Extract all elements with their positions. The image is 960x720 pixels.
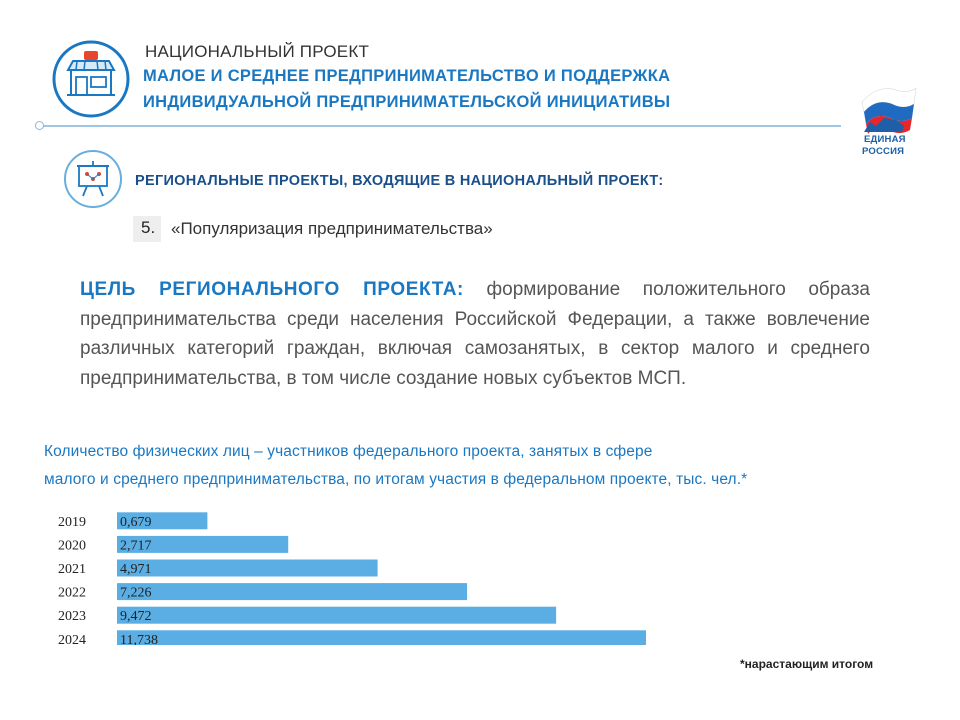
bar-value-label: 11,738 (120, 632, 158, 645)
bar-value-label: 9,472 (120, 609, 152, 625)
shop-icon (51, 39, 131, 119)
chart-caption-line1: Количество физических лиц – участников федерального проекта, занятых в сфере (44, 443, 653, 460)
logo-text-line1: ЕДИНАЯ (864, 134, 906, 145)
bar-value-label: 2,717 (120, 538, 152, 554)
header-divider (41, 125, 841, 127)
bar (117, 607, 556, 624)
national-project-title-line1: МАЛОЕ И СРЕДНЕЕ ПРЕДПРИНИМАТЕЛЬСТВО И ПОДДЕРЖКА (143, 67, 671, 85)
participants-bar-chart (40, 500, 680, 645)
year-tick-label: 2021 (58, 562, 86, 577)
year-tick-label: 2022 (58, 585, 86, 601)
bar-value-label: 0,679 (120, 514, 152, 530)
logo-text-line2: РОССИЯ (862, 146, 905, 157)
chart-caption-line2: малого и среднего предпринимательства, по итогам участия в федеральном проекте, тыс. чел.* (44, 471, 748, 488)
regional-projects-heading: РЕГИОНАЛЬНЫЕ ПРОЕКТЫ, ВХОДЯЩИЕ В НАЦИОНАЛЬНЫЙ ПРОЕКТ: (135, 173, 664, 189)
year-tick-label: 2024 (58, 632, 86, 645)
bar-value-label: 7,226 (120, 585, 152, 601)
presentation-board-icon (63, 149, 123, 209)
bar (117, 560, 378, 577)
bar (117, 583, 467, 600)
regional-project-name: «Популяризация предпринимательства» (171, 219, 493, 238)
year-tick-label: 2023 (58, 609, 86, 625)
goal-text: формирование положительного образа предпринимательства среди населения Российской Федерации, а также вовлечение различных категорий граждан, включая самозанятых, в сектор малого и среднего предпринимательства, в том числе создание новых субъектов МСП. (80, 279, 870, 389)
bar (117, 630, 646, 645)
goal-label: ЦЕЛЬ РЕГИОНАЛЬНОГО ПРОЕКТА: (80, 279, 464, 300)
header-divider-dot (35, 121, 44, 130)
footnote: *нарастающим итогом (740, 657, 874, 671)
item-number: 5. (141, 218, 156, 237)
goal-paragraph (80, 275, 870, 393)
national-project-title-line2: ИНДИВИДУАЛЬНОЙ ПРЕДПРИНИМАТЕЛЬСКОЙ ИНИЦИАТИВЫ (143, 93, 671, 111)
year-tick-label: 2020 (58, 538, 86, 554)
year-tick-label: 2019 (58, 514, 86, 530)
national-project-label: НАЦИОНАЛЬНЫЙ ПРОЕКТ (145, 42, 370, 61)
bar-value-label: 4,971 (120, 562, 152, 577)
